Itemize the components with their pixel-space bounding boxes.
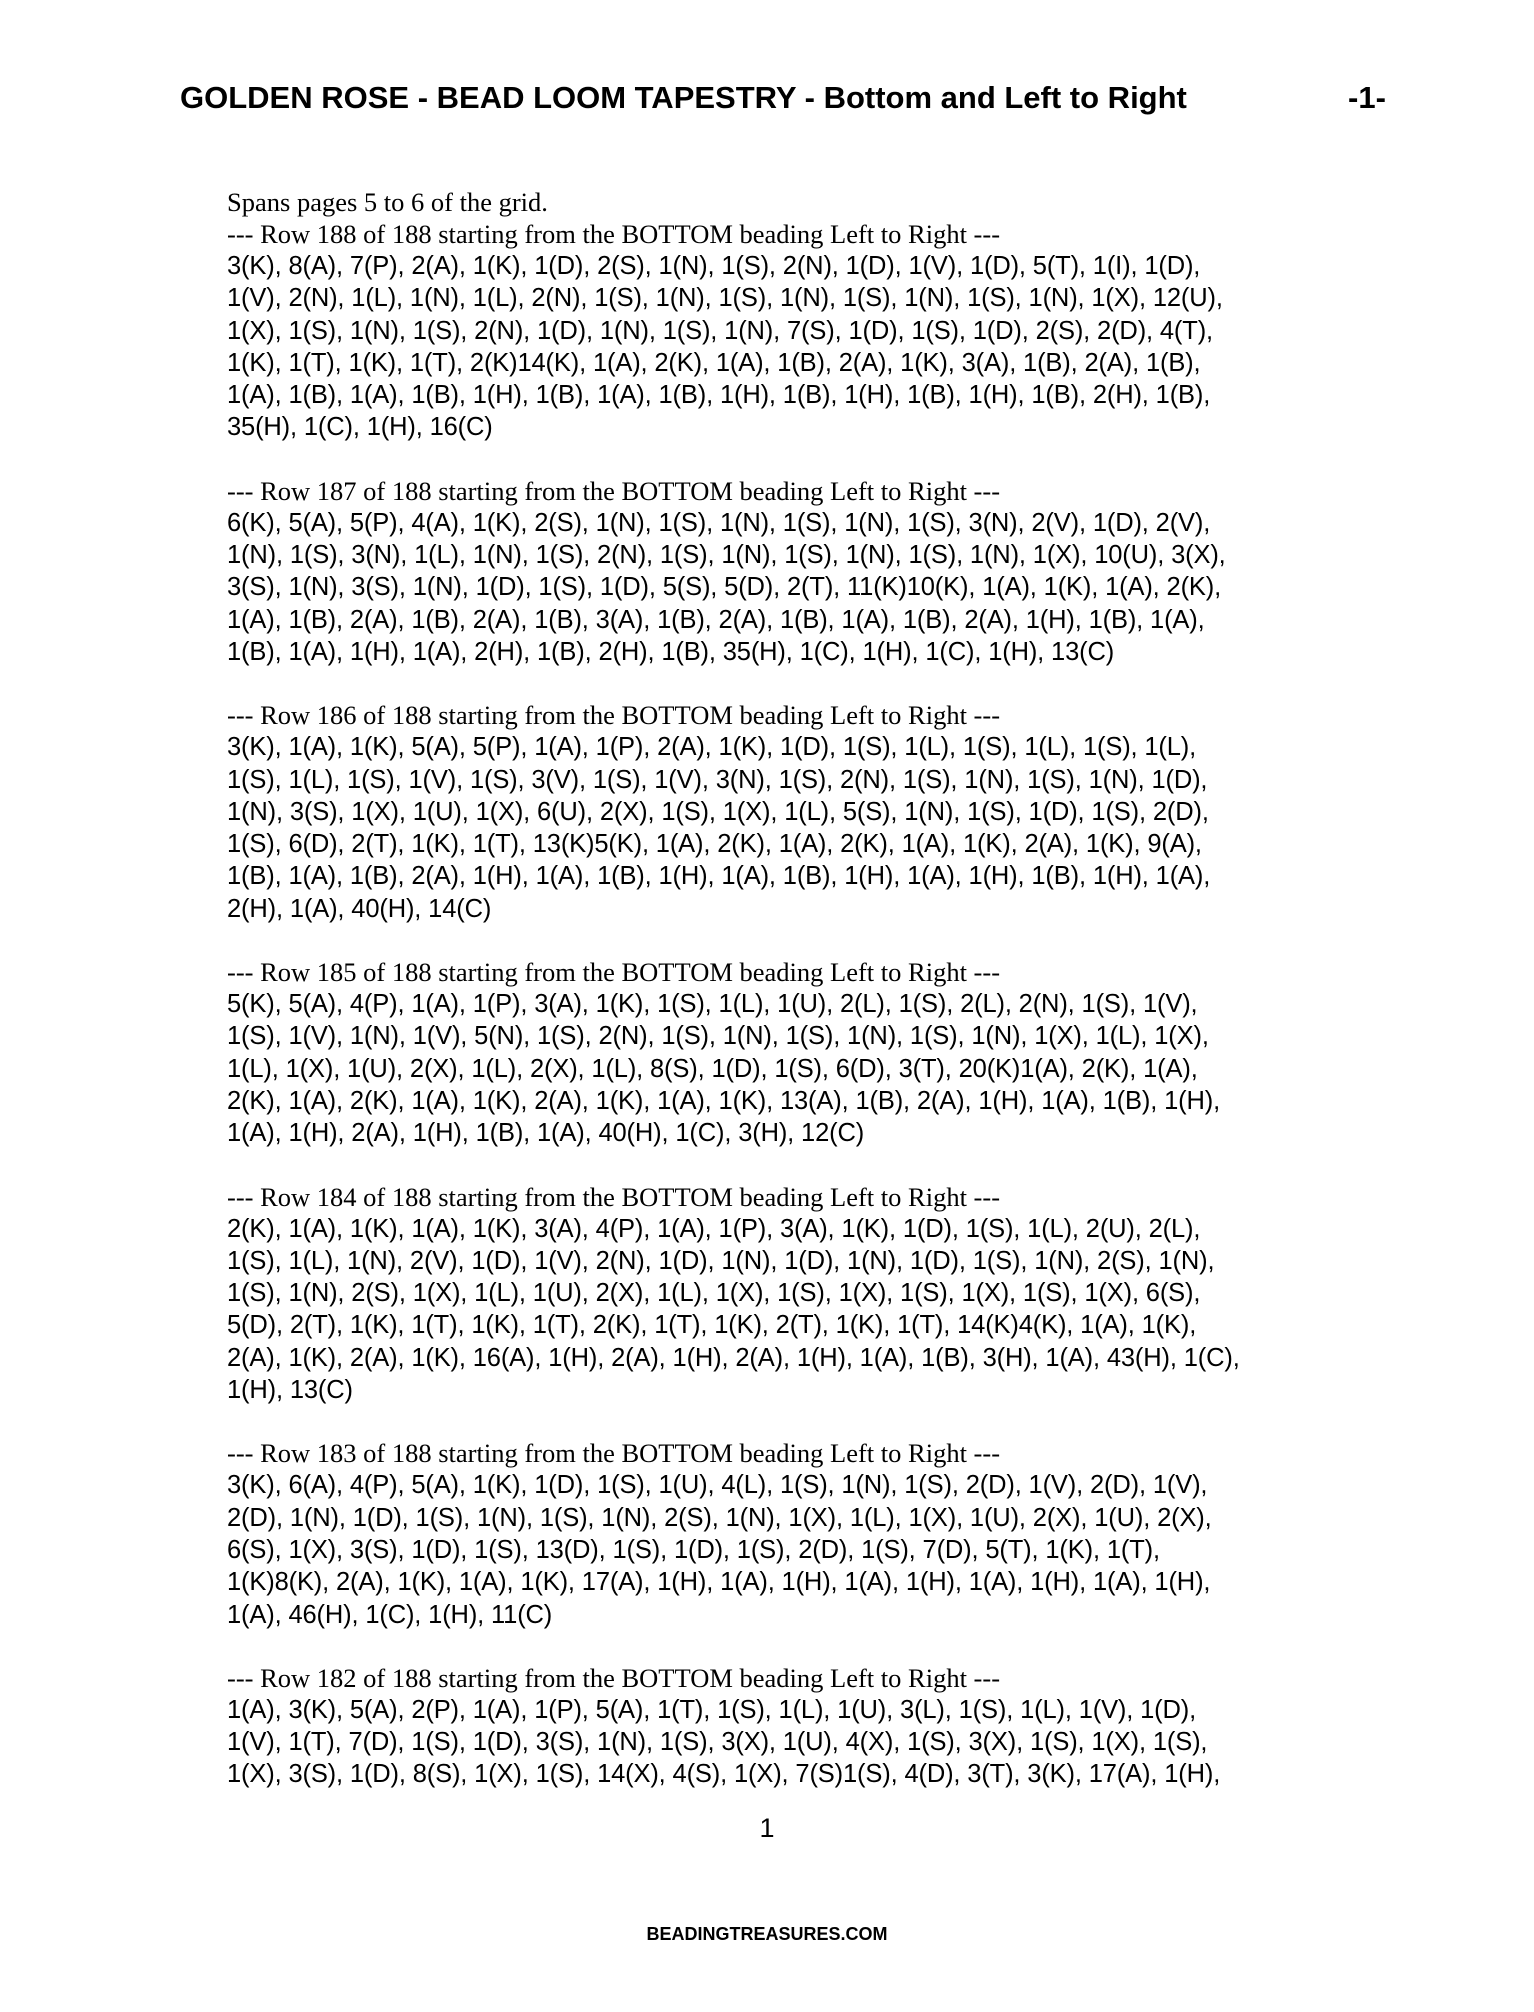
bead-count-line: 1(A), 1(B), 2(A), 1(B), 2(A), 1(B), 3(A), 1(B), 2(A), 1(B), 1(A), 1(B), 2(A), 1(H), 1(B), 1(A), (227, 605, 1205, 634)
bead-count-line: 1(A), 3(K), 5(A), 2(P), 1(A), 1(P), 5(A), 1(T), 1(S), 1(L), 1(U), 3(L), 1(S), 1(L), 1(V), 1(D), (227, 1695, 1197, 1724)
row-block (227, 1437, 1367, 1630)
bead-count-line: 3(K), 1(A), 1(K), 5(A), 5(P), 1(A), 1(P), 2(A), 1(K), 1(D), 1(S), 1(L), 1(S), 1(L), 1(S), 1(L), (227, 733, 1197, 762)
intro-text: Spans pages 5 to 6 of the grid. (227, 187, 548, 217)
row-block (227, 475, 1367, 668)
row-heading: --- Row 186 of 188 starting from the BOTTOM beading Left to Right --- (227, 700, 1001, 731)
bead-count-line: 1(S), 1(L), 1(N), 2(V), 1(D), 1(V), 2(N), 1(D), 1(N), 1(D), 1(N), 1(D), 1(S), 1(N), 2(S), 1(N), (227, 1246, 1215, 1275)
document-title: GOLDEN ROSE - BEAD LOOM TAPESTRY - Bottom and Left to Right (180, 80, 1187, 115)
bead-count-line: 1(N), 1(S), 3(N), 1(L), 1(N), 1(S), 2(N), 1(S), 1(N), 1(S), 1(N), 1(S), 1(N), 1(X), 10(U), 3(X), (227, 541, 1226, 570)
bead-count-line: 2(H), 1(A), 40(H), 14(C) (227, 894, 492, 923)
bead-count-line: 1(L), 1(X), 1(U), 2(X), 1(L), 2(X), 1(L), 8(S), 1(D), 1(S), 6(D), 3(T), 20(K)1(A), 2(K), 1(A), (227, 1054, 1198, 1083)
bead-count-line: 1(X), 1(S), 1(N), 1(S), 2(N), 1(D), 1(N), 1(S), 1(N), 7(S), 1(D), 1(S), 1(D), 2(S), 2(D), 4(T), (227, 316, 1213, 345)
bead-count-line: 1(V), 2(N), 1(L), 1(N), 1(L), 2(N), 1(S), 1(N), 1(S), 1(N), 1(S), 1(N), 1(S), 1(N), 1(X), 12(U), (227, 284, 1223, 313)
bead-count-line: 5(K), 5(A), 4(P), 1(A), 1(P), 3(A), 1(K), 1(S), 1(L), 1(U), 2(L), 1(S), 2(L), 2(N), 1(S), 1(V), (227, 990, 1198, 1019)
row-block (227, 1662, 1367, 1791)
bead-count-line: 1(B), 1(A), 1(B), 2(A), 1(H), 1(A), 1(B), 1(H), 1(A), 1(B), 1(H), 1(A), 1(H), 1(B), 1(H), 1(A), (227, 862, 1211, 891)
bead-count-line: 1(S), 6(D), 2(T), 1(K), 1(T), 13(K)5(K), 1(A), 2(K), 1(A), 2(K), 1(A), 1(K), 2(A), 1(K), 9(A), (227, 830, 1202, 859)
bead-count-line: 1(K)8(K), 2(A), 1(K), 1(A), 1(K), 17(A), 1(H), 1(A), 1(H), 1(A), 1(H), 1(A), 1(H), 1(A), 1(H), (227, 1568, 1211, 1597)
row-block (227, 699, 1367, 925)
page-number: 1 (759, 1813, 775, 1843)
bead-count-line: 6(S), 1(X), 3(S), 1(D), 1(S), 13(D), 1(S), 1(D), 1(S), 2(D), 1(S), 7(D), 5(T), 1(K), 1(T), (227, 1535, 1160, 1564)
row-heading: --- Row 183 of 188 starting from the BOTTOM beading Left to Right --- (227, 1438, 1001, 1469)
bead-count-line: 1(V), 1(T), 7(D), 1(S), 1(D), 3(S), 1(N), 1(S), 3(X), 1(U), 4(X), 1(S), 3(X), 1(S), 1(X), 1(S), (227, 1728, 1208, 1757)
bead-count-line: 3(S), 1(N), 3(S), 1(N), 1(D), 1(S), 1(D), 5(S), 5(D), 2(T), 11(K)10(K), 1(A), 1(K), 1(A), 2(K), (227, 573, 1222, 602)
bead-count-line: 1(S), 1(V), 1(N), 1(V), 5(N), 1(S), 2(N), 1(S), 1(N), 1(S), 1(N), 1(S), 1(N), 1(X), 1(L), 1(X), (227, 1022, 1209, 1051)
bead-count-line: 1(A), 1(H), 2(A), 1(H), 1(B), 1(A), 40(H), 1(C), 3(H), 12(C) (227, 1119, 865, 1148)
bead-count-line: 6(K), 5(A), 5(P), 4(A), 1(K), 2(S), 1(N), 1(S), 1(N), 1(S), 1(N), 1(S), 3(N), 2(V), 1(D), 2(V), (227, 508, 1211, 537)
row-heading: --- Row 187 of 188 starting from the BOTTOM beading Left to Right --- (227, 475, 1001, 506)
bead-count-line: 1(B), 1(A), 1(H), 1(A), 2(H), 1(B), 2(H), 1(B), 35(H), 1(C), 1(H), 1(C), 1(H), 13(C) (227, 637, 1115, 666)
bead-count-line: 1(X), 3(S), 1(D), 8(S), 1(X), 1(S), 14(X), 4(S), 1(X), 7(S)1(S), 4(D), 3(T), 3(K), 17(A), 1(H), (227, 1760, 1221, 1789)
row-block (227, 218, 1367, 444)
header-page-label: -1- (1348, 80, 1386, 115)
bead-count-line: 1(H), 13(C) (227, 1376, 353, 1405)
bead-count-line: 1(A), 46(H), 1(C), 1(H), 11(C) (227, 1600, 553, 1629)
row-block (227, 1181, 1367, 1407)
rows-list (227, 218, 1367, 1791)
bead-count-line: 5(D), 2(T), 1(K), 1(T), 1(K), 1(T), 2(K), 1(T), 1(K), 2(T), 1(K), 1(T), 14(K)4(K), 1(A), 1(K), (227, 1311, 1197, 1340)
row-heading: --- Row 182 of 188 starting from the BOTTOM beading Left to Right --- (227, 1662, 1001, 1693)
row-heading: --- Row 188 of 188 starting from the BOTTOM beading Left to Right --- (227, 219, 1001, 249)
bead-count-line: 35(H), 1(C), 1(H), 16(C) (227, 413, 493, 442)
bead-count-line: 2(K), 1(A), 1(K), 1(A), 1(K), 3(A), 4(P), 1(A), 1(P), 3(A), 1(K), 1(D), 1(S), 1(L), 2(U), 2(L), (227, 1214, 1201, 1243)
bead-count-line: 1(K), 1(T), 1(K), 1(T), 2(K)14(K), 1(A), 2(K), 1(A), 1(B), 2(A), 1(K), 3(A), 1(B), 2(A), 1(B), (227, 348, 1201, 377)
row-heading: --- Row 184 of 188 starting from the BOTTOM beading Left to Right --- (227, 1181, 1001, 1212)
footer-site-name: BEADINGTREASURES.COM (646, 1924, 888, 1944)
bead-count-line: 2(D), 1(N), 1(D), 1(S), 1(N), 1(S), 1(N), 2(S), 1(N), 1(X), 1(L), 1(X), 1(U), 2(X), 1(U), 2(X), (227, 1503, 1212, 1532)
bead-count-line: 1(S), 1(N), 2(S), 1(X), 1(L), 1(U), 2(X), 1(L), 1(X), 1(S), 1(X), 1(S), 1(X), 1(S), 1(X), 6(S), (227, 1279, 1201, 1308)
bead-count-line: 2(K), 1(A), 2(K), 1(A), 1(K), 2(A), 1(K), 1(A), 1(K), 13(A), 1(B), 2(A), 1(H), 1(A), 1(B), 1(H), (227, 1086, 1220, 1115)
bead-count-line: 1(A), 1(B), 1(A), 1(B), 1(H), 1(B), 1(A), 1(B), 1(H), 1(B), 1(H), 1(B), 1(H), 1(B), 2(H), 1(B), (227, 381, 1211, 410)
bead-count-line: 2(A), 1(K), 2(A), 1(K), 16(A), 1(H), 2(A), 1(H), 2(A), 1(H), 1(A), 1(B), 3(H), 1(A), 43(H), 1(C), (227, 1343, 1240, 1372)
row-block (227, 956, 1367, 1149)
bead-count-line: 1(N), 3(S), 1(X), 1(U), 1(X), 6(U), 2(X), 1(S), 1(X), 1(L), 5(S), 1(N), 1(S), 1(D), 1(S), 2(D), (227, 797, 1209, 826)
bead-count-line: 1(S), 1(L), 1(S), 1(V), 1(S), 3(V), 1(S), 1(V), 3(N), 1(S), 2(N), 1(S), 1(N), 1(S), 1(N), 1(D), (227, 765, 1208, 794)
pattern-content (227, 186, 1367, 1822)
bead-count-line: 3(K), 8(A), 7(P), 2(A), 1(K), 1(D), 2(S), 1(N), 1(S), 2(N), 1(D), 1(V), 1(D), 5(T), 1(I), 1(D), (227, 252, 1201, 280)
bead-count-line: 3(K), 6(A), 4(P), 5(A), 1(K), 1(D), 1(S), 1(U), 4(L), 1(S), 1(N), 1(S), 2(D), 1(V), 2(D), 1(V), (227, 1471, 1208, 1500)
row-heading: --- Row 185 of 188 starting from the BOTTOM beading Left to Right --- (227, 957, 1001, 988)
